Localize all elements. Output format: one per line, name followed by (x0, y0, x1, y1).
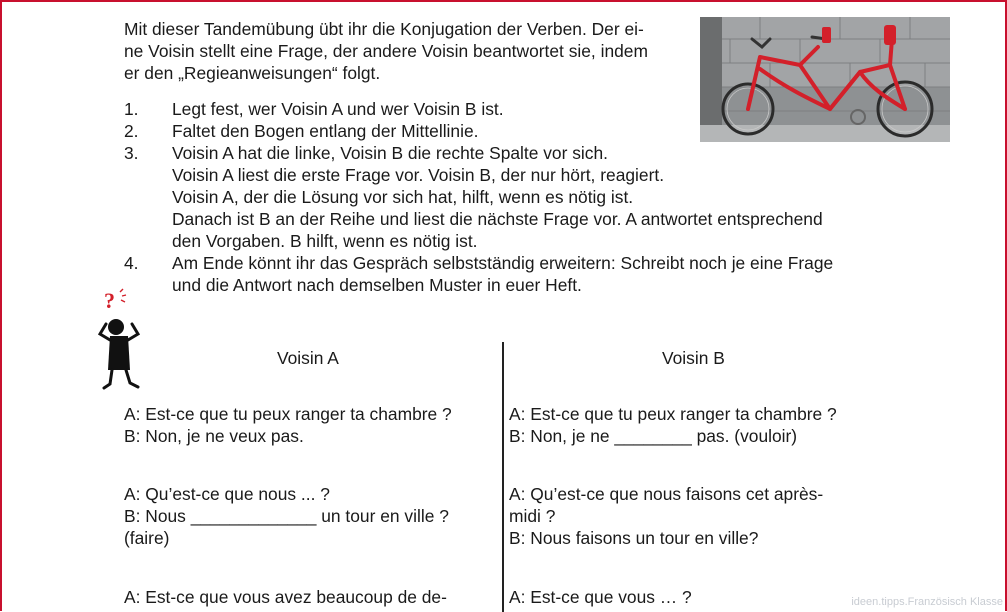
dialog-line: B: Nous faisons un tour en ville? (509, 528, 759, 548)
step-line: Faltet den Bogen entlang der Mittellinie. (172, 121, 479, 141)
step-number: 1. (124, 99, 139, 119)
watermark: ideen.tipps.Französisch Klasse (851, 596, 1003, 608)
dialog-line: A: Est-ce que vous avez beaucoup de de- (124, 587, 447, 607)
dialog-line: A: Est-ce que tu peux ranger ta chambre ? (509, 404, 837, 424)
fold-line-divider (502, 342, 504, 612)
intro-line: er den „Regieanweisungen“ folgt. (124, 63, 381, 83)
step-line: Voisin A liest die erste Frage vor. Voisin B, der nur hört, reagiert. (172, 165, 665, 185)
step-number: 2. (124, 121, 139, 141)
step-line: Danach ist B an der Reihe und liest die nächste Frage vor. A antwortet entsprechend (172, 209, 823, 229)
voisin-a-header: Voisin A (277, 348, 339, 368)
dialog-line: A: Est-ce que tu peux ranger ta chambre ? (124, 404, 452, 424)
dialog-line: A: Qu’est-ce que nous ... ? (124, 484, 330, 504)
confused-stick-figure-icon (94, 288, 144, 392)
dialog-line: B: Non, je ne veux pas. (124, 426, 304, 446)
step-number: 3. (124, 143, 139, 163)
step-line: Voisin A, der die Lösung vor sich hat, hilft, wenn es nötig ist. (172, 187, 634, 207)
dialog-line: (faire) (124, 528, 170, 548)
step-line: Voisin A hat die linke, Voisin B die rechte Spalte vor sich. (172, 143, 608, 163)
dialog-line: A: Est-ce que vous … ? (509, 587, 692, 607)
step-line: den Vorgaben. B hilft, wenn es nötig ist. (172, 231, 478, 251)
voisin-b-header: Voisin B (662, 348, 725, 368)
dialog-line: B: Non, je ne ________ pas. (vouloir) (509, 426, 798, 446)
step-line: Legt fest, wer Voisin A und wer Voisin B ist. (172, 99, 504, 119)
step-line: und die Antwort nach demselben Muster in euer Heft. (172, 275, 582, 295)
dialog-line: midi ? (509, 506, 556, 526)
intro-line: ne Voisin stellt eine Frage, der andere Voisin beantwortet sie, indem (124, 41, 648, 61)
step-number: 4. (124, 253, 139, 273)
dialog-line: B: Nous _____________ un tour en ville ? (124, 506, 449, 526)
intro-line: Mit dieser Tandemübung übt ihr die Konjugation der Verben. Der ei- (124, 19, 644, 39)
step-line: Am Ende könnt ihr das Gespräch selbstständig erweitern: Schreibt noch je eine Frage (172, 253, 834, 273)
dialog-line: A: Qu’est-ce que nous faisons cet après- (509, 484, 824, 504)
red-tandem-bicycle-photo (700, 17, 950, 142)
svg-text:?: ? (104, 288, 115, 313)
